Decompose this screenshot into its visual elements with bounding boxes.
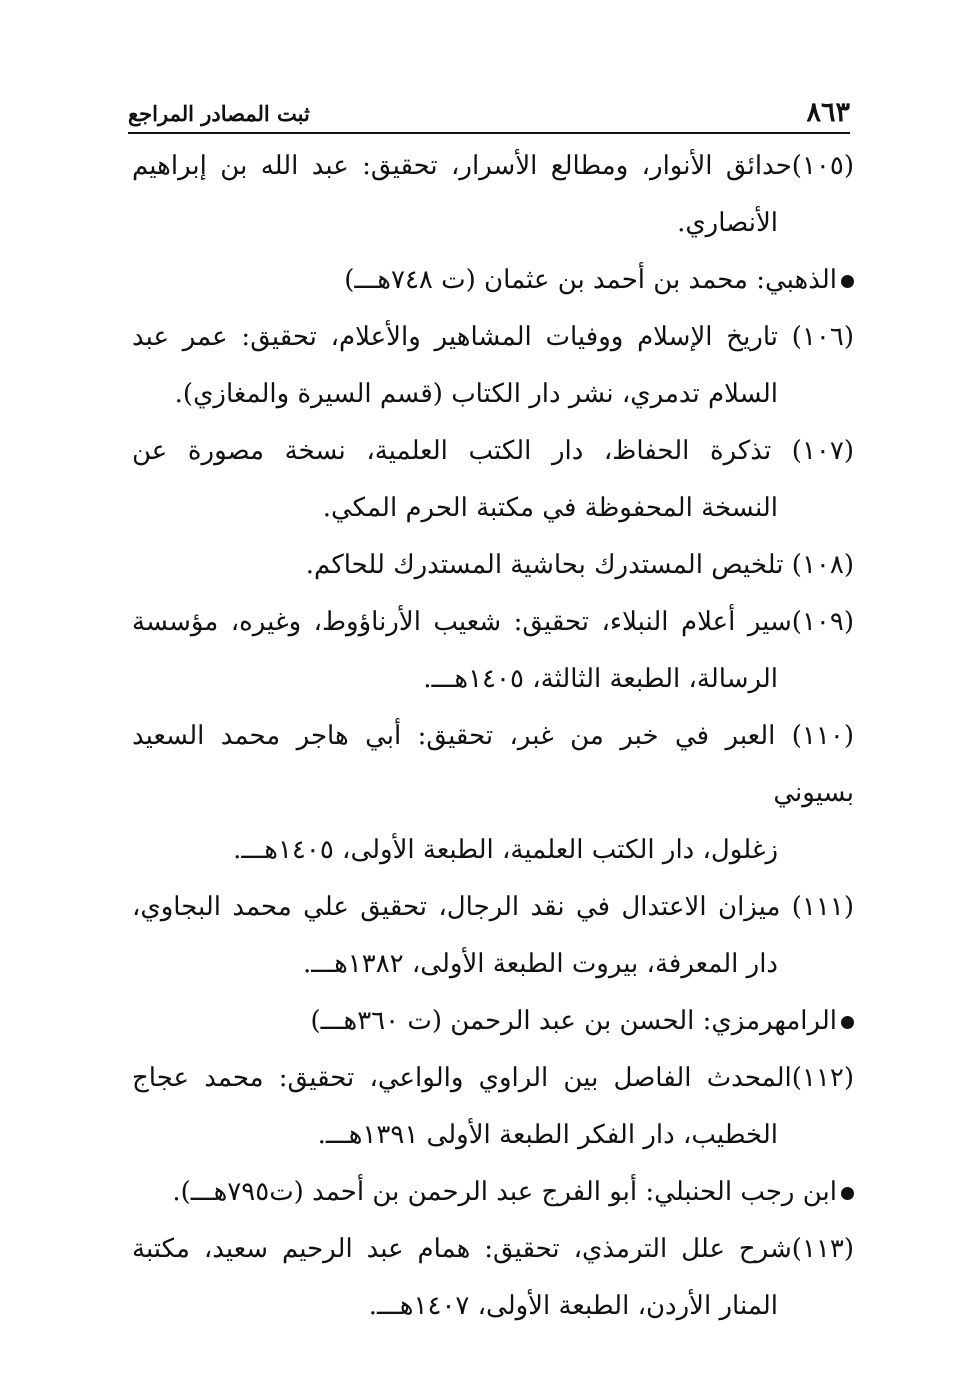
page-number: ٨٦٣ <box>806 97 850 128</box>
running-title: ثبت المصادر المراجع <box>128 101 310 126</box>
bibliography-entry-106 <box>132 309 854 423</box>
entry-line-1: (١٠٧) تذكرة الحفاظ، دار الكتب العلمية، نسخة مصورة عن <box>132 436 854 466</box>
bibliography-entry-113 <box>132 1221 854 1335</box>
bibliography-entry-109 <box>132 594 854 708</box>
entry-line-1: (١١٣)شرح علل الترمذي، تحقيق: همام عبد الرحيم سعيد، مكتبة <box>132 1234 854 1264</box>
entry-line-2: الخطيب، دار الفكر الطبعة الأولى ١٣٩١هـــ. <box>317 1120 778 1150</box>
author-text: الذهبي: محمد بن أحمد بن عثمان (ت ٧٤٨هـــ) <box>344 265 837 295</box>
bullet-icon <box>841 1016 854 1029</box>
entry-line-2: الرسالة، الطبعة الثالثة، ١٤٠٥هـــ. <box>423 664 778 694</box>
bibliography-list <box>132 138 854 1335</box>
entry-line-1: (١١٢)المحدث الفاصل بين الراوي والواعي، تحقيق: محمد عجاج <box>132 1063 854 1093</box>
entry-line-1: (١١٠) العبر في خبر من غبر، تحقيق: أبي هاجر محمد السعيد بسيوني <box>132 721 854 808</box>
bibliography-entry-112 <box>132 1050 854 1164</box>
entry-line-1: (١٠٦) تاريخ الإسلام ووفيات المشاهير والأعلام، تحقيق: عمر عبد <box>132 322 854 352</box>
entry-line-2: النسخة المحفوظة في مكتبة الحرم المكي. <box>322 493 778 523</box>
author-text: الرامهرمزي: الحسن بن عبد الرحمن (ت ٣٦٠هـــ) <box>310 1006 837 1036</box>
bibliography-entry-111 <box>132 879 854 993</box>
bibliography-entry-105 <box>132 138 854 252</box>
entry-line-2: السلام تدمري، نشر دار الكتاب (قسم السيرة والمغازي). <box>174 379 778 409</box>
bibliography-entry-108 <box>132 537 854 594</box>
author-heading-ramhormozi <box>132 993 854 1050</box>
bullet-icon <box>841 1187 854 1200</box>
bullet-icon <box>841 275 854 288</box>
page-header <box>128 98 850 134</box>
author-heading-ibn-rajab <box>132 1164 854 1221</box>
bibliography-entry-107 <box>132 423 854 537</box>
author-text: ابن رجب الحنبلي: أبو الفرج عبد الرحمن بن أحمد (ت٧٩٥هـــ). <box>172 1177 837 1207</box>
entry-line-1: (١٠٩)سير أعلام النبلاء، تحقيق: شعيب الأرناؤوط، وغيره، مؤسسة <box>132 607 854 637</box>
entry-line-1: (١٠٥)حدائق الأنوار، ومطالع الأسرار، تحقيق: عبد الله بن إبراهيم <box>132 151 854 181</box>
entry-line-1: (١٠٨) تلخيص المستدرك بحاشية المستدرك للحاكم. <box>305 550 854 580</box>
bibliography-entry-110 <box>132 708 854 879</box>
entry-line-1: (١١١) ميزان الاعتدال في نقد الرجال، تحقيق علي محمد البجاوي، <box>132 892 854 922</box>
entry-line-2: المنار الأردن، الطبعة الأولى، ١٤٠٧هـــ. <box>368 1291 778 1321</box>
author-heading-dhahabi <box>132 252 854 309</box>
entry-line-2: زغلول، دار الكتب العلمية، الطبعة الأولى، ١٤٠٥هـــ. <box>233 835 778 865</box>
entry-line-2: الأنصاري. <box>677 208 778 238</box>
entry-line-2: دار المعرفة، بيروت الطبعة الأولى، ١٣٨٢هـــ. <box>302 949 778 979</box>
